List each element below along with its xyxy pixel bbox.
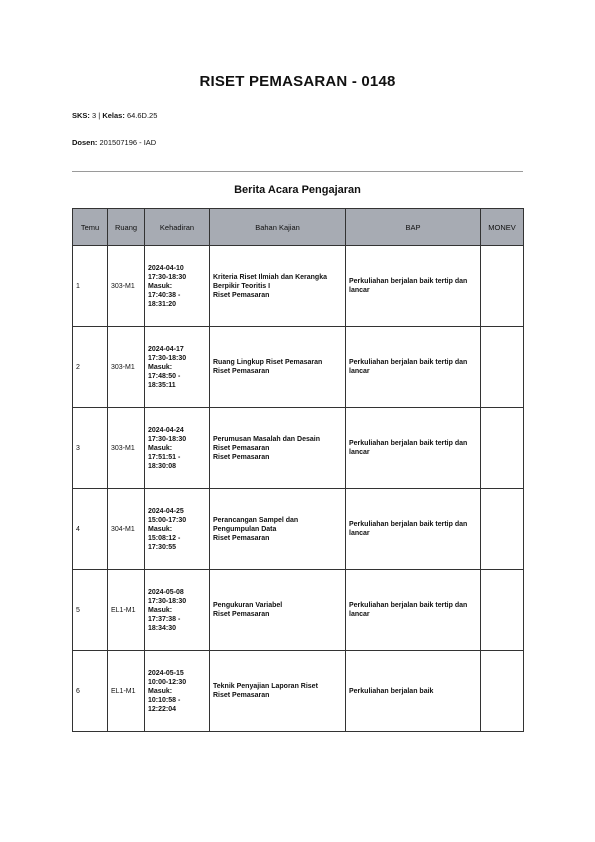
header-ruang: Ruang (108, 209, 145, 246)
dosen-label: Dosen: (72, 138, 98, 147)
cell-monev (481, 489, 524, 570)
kehadiran-line: 17:30-18:30 (148, 597, 187, 605)
bahan-kajian-line: Riset Pemasaran (213, 692, 270, 699)
table-row (73, 246, 524, 327)
cell-monev (481, 651, 524, 732)
kehadiran-line: 17:37:38 - (148, 615, 181, 623)
bap-line: lancar (349, 530, 370, 537)
kehadiran-line: Masuk: (148, 363, 173, 371)
cell-temu: 2 (73, 327, 108, 408)
bap-line: Perkuliahan berjalan baik (349, 687, 434, 695)
kehadiran-line: 17:30:55 (148, 543, 177, 551)
kehadiran-line: Masuk: (148, 525, 173, 533)
bahan-kajian-line: Berpikir Teoritis I (213, 282, 271, 290)
cell-monev (481, 246, 524, 327)
cell-bap (346, 246, 481, 327)
dosen-value: 201507196 - IAD (99, 138, 157, 147)
kehadiran-line: 17:40:38 - (148, 291, 181, 299)
kehadiran-line: 18:30:08 (148, 462, 177, 470)
header-bahan-kajian: Bahan Kajian (210, 209, 346, 246)
table-row (73, 489, 524, 570)
header-kehadiran: Kehadiran (145, 209, 210, 246)
cell-temu: 3 (73, 408, 108, 489)
kehadiran-line: 2024-05-08 (148, 588, 184, 596)
cell-kehadiran (145, 570, 210, 651)
kehadiran-line: 2024-04-17 (148, 345, 184, 353)
bap-line: Perkuliahan berjalan baik tertip dan (349, 602, 468, 609)
bap-line: lancar (349, 611, 370, 618)
bahan-kajian-line: Perumusan Masalah dan Desain (213, 435, 320, 443)
kehadiran-line: 10:10:58 - (148, 696, 181, 704)
course-meta-sks-kelas (72, 111, 157, 120)
cell-ruang: 303-M1 (108, 327, 145, 408)
kehadiran-line: 17:51:51 - (148, 453, 181, 461)
kehadiran-line: Masuk: (148, 687, 173, 695)
table-row (73, 651, 524, 732)
kehadiran-line: 2024-04-24 (148, 426, 184, 434)
cell-bap (346, 408, 481, 489)
bahan-kajian-line: Riset Pemasaran (213, 444, 270, 452)
sks-label: SKS: (72, 111, 90, 120)
cell-ruang: 303-M1 (108, 246, 145, 327)
cell-bahan-kajian (210, 408, 346, 489)
bap-line: Perkuliahan berjalan baik tertip dan (349, 278, 468, 285)
cell-temu: 4 (73, 489, 108, 570)
bap-line: Perkuliahan berjalan baik tertip dan (349, 440, 468, 447)
course-meta-dosen (72, 138, 156, 147)
kehadiran-line: 18:34:30 (148, 624, 177, 632)
sks-value: 3 (92, 111, 97, 120)
cell-bap (346, 489, 481, 570)
bap-line: lancar (349, 449, 370, 456)
meta-separator: | (98, 111, 101, 120)
cell-ruang: 304-M1 (108, 489, 145, 570)
bahan-kajian-line: Kriteria Riset Ilmiah dan Kerangka (213, 273, 327, 281)
kehadiran-line: 18:35:11 (148, 381, 176, 389)
kehadiran-line: 2024-04-25 (148, 507, 184, 515)
kehadiran-line: Masuk: (148, 606, 173, 614)
kehadiran-line: 15:00-17:30 (148, 516, 187, 524)
kehadiran-line: 12:22:04 (148, 705, 177, 713)
kehadiran-line: 17:30-18:30 (148, 435, 187, 443)
bahan-kajian-line: Pengukuran Variabel (213, 602, 283, 609)
cell-temu: 1 (73, 246, 108, 327)
cell-bap (346, 570, 481, 651)
cell-kehadiran (145, 327, 210, 408)
kelas-label: Kelas: (102, 111, 125, 120)
bap-line: Perkuliahan berjalan baik tertip dan (349, 359, 468, 366)
bahan-kajian-line: Ruang Lingkup Riset Pemasaran (213, 359, 323, 366)
bahan-kajian-line: Riset Pemasaran (213, 534, 270, 542)
kehadiran-line: 15:08:12 - (148, 534, 181, 542)
bahan-kajian-line: Pengumpulan Data (213, 525, 277, 533)
bahan-kajian-line: Riset Pemasaran (213, 291, 270, 299)
kehadiran-line: 2024-05-15 (148, 669, 184, 677)
cell-monev (481, 570, 524, 651)
cell-monev (481, 408, 524, 489)
bap-table (72, 208, 524, 732)
kehadiran-line: Masuk: (148, 444, 173, 452)
cell-bap (346, 651, 481, 732)
bap-line: Perkuliahan berjalan baik tertip dan (349, 521, 468, 528)
bap-line: lancar (349, 287, 370, 294)
divider (72, 171, 523, 172)
kehadiran-line: Masuk: (148, 282, 173, 290)
cell-bap (346, 327, 481, 408)
table-header-row (73, 209, 524, 246)
cell-kehadiran (145, 489, 210, 570)
table-row (73, 570, 524, 651)
table-row (73, 408, 524, 489)
bap-line: lancar (349, 368, 370, 375)
cell-ruang: EL1-M1 (108, 651, 145, 732)
cell-kehadiran (145, 651, 210, 732)
cell-bahan-kajian (210, 246, 346, 327)
kehadiran-line: 17:30-18:30 (148, 273, 187, 281)
header-monev: MONEV (481, 209, 524, 246)
bahan-kajian-line: Perancangan Sampel dan (213, 516, 299, 524)
bahan-kajian-line: Riset Pemasaran (213, 368, 270, 375)
kelas-value: 64.6D.25 (126, 111, 158, 120)
cell-monev (481, 327, 524, 408)
header-temu: Temu (73, 209, 108, 246)
cell-kehadiran (145, 408, 210, 489)
cell-bahan-kajian (210, 327, 346, 408)
table-row (73, 327, 524, 408)
cell-bahan-kajian (210, 489, 346, 570)
cell-kehadiran (145, 246, 210, 327)
bahan-kajian-line: Riset Pemasaran (213, 453, 270, 461)
cell-ruang: 303-M1 (108, 408, 145, 489)
bahan-kajian-line: Teknik Penyajian Laporan Riset (213, 683, 318, 690)
header-bap: BAP (346, 209, 481, 246)
kehadiran-line: 17:30-18:30 (148, 354, 187, 362)
cell-temu: 6 (73, 651, 108, 732)
kehadiran-line: 18:31:20 (148, 300, 177, 308)
cell-bahan-kajian (210, 651, 346, 732)
cell-ruang: EL1-M1 (108, 570, 145, 651)
bahan-kajian-line: Riset Pemasaran (213, 611, 270, 618)
kehadiran-line: 10:00-12:30 (148, 678, 187, 686)
cell-bahan-kajian (210, 570, 346, 651)
kehadiran-line: 17:48:50 - (148, 372, 181, 380)
cell-temu: 5 (73, 570, 108, 651)
section-title: Berita Acara Pengajaran (234, 184, 361, 196)
kehadiran-line: 2024-04-10 (148, 264, 184, 272)
page-title: RISET PEMASARAN - 0148 (199, 73, 396, 90)
